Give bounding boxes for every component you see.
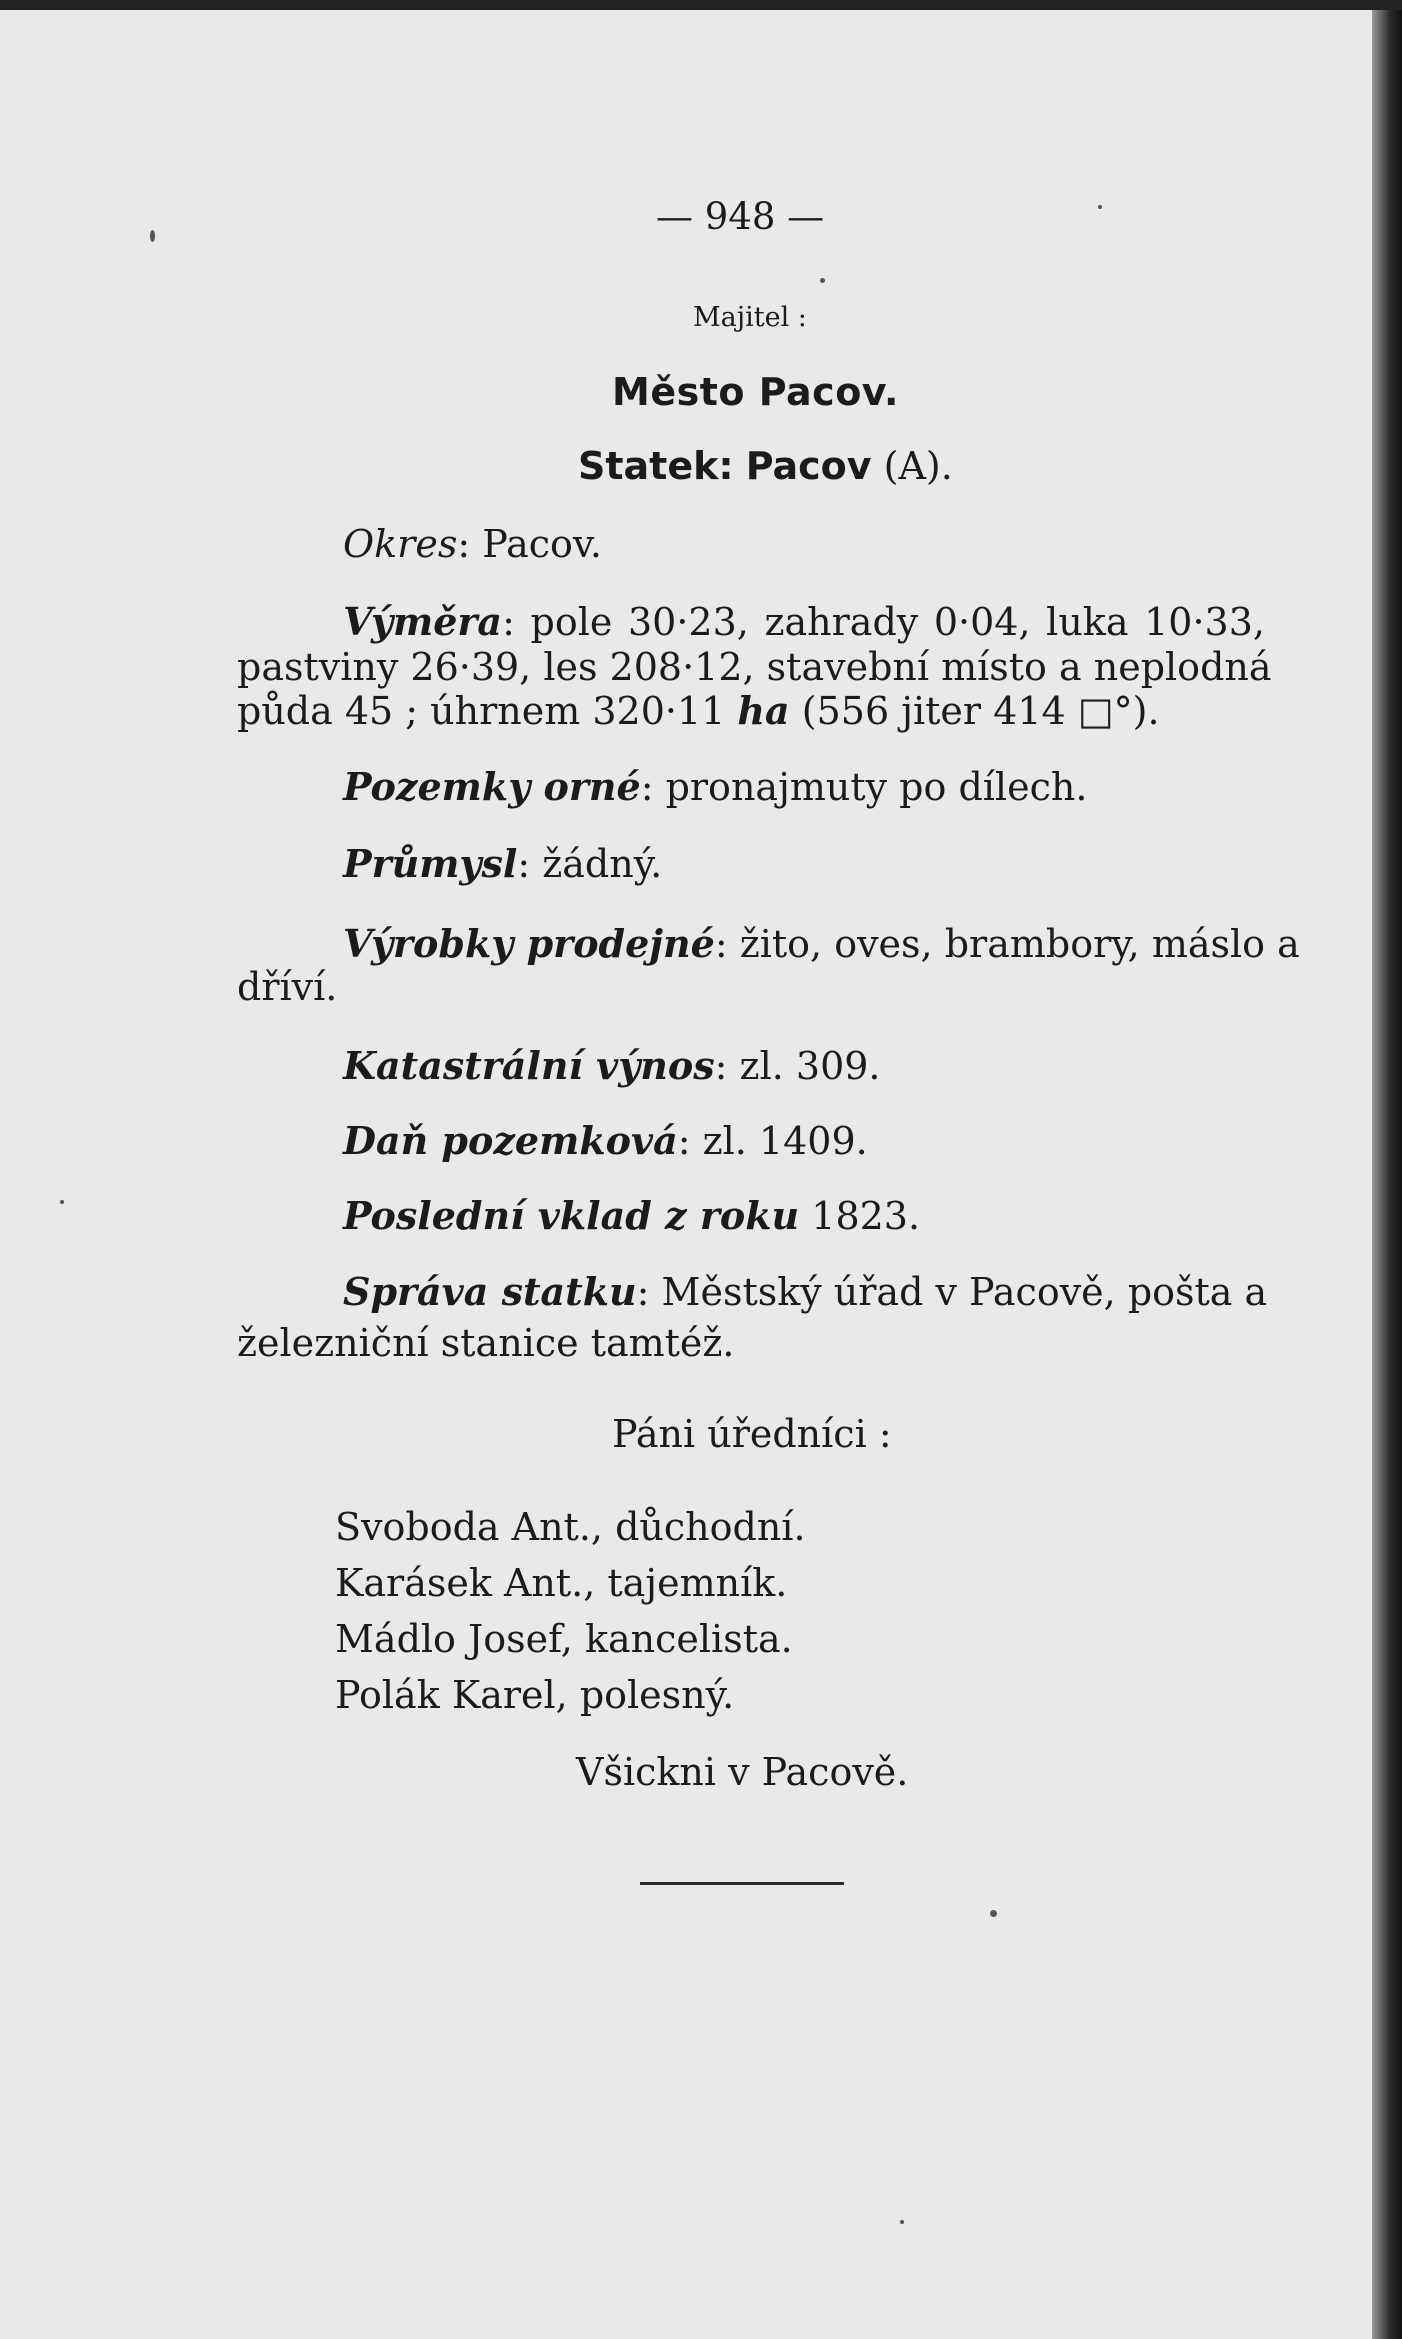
- official-item: Svoboda Ant., důchodní.: [335, 1505, 806, 1549]
- official-item: Mádlo Josef, kancelista.: [335, 1617, 793, 1661]
- vklad-line: [343, 1193, 921, 1238]
- vymera-line-2: pastviny 26·39, les 208·12, stavební místo a neplodná: [237, 645, 1272, 689]
- estate-heading: [578, 444, 953, 488]
- sprava-line-1: [343, 1269, 1268, 1314]
- vymera-text-3b: (556 jiter 414 □°).: [801, 689, 1160, 733]
- speck: [900, 2220, 904, 2224]
- dan-value: : zl. 1409.: [677, 1119, 868, 1163]
- vymera-label: Výměra: [343, 599, 503, 644]
- prumysl-value: : žádný.: [517, 842, 663, 886]
- speck: [990, 1910, 997, 1917]
- estate-suffix: (A).: [883, 444, 953, 488]
- page-edge-top: [0, 0, 1402, 10]
- vymera-text-3a: půda 45 ; úhrnem 320·11: [237, 689, 726, 733]
- speck: [150, 230, 155, 242]
- katastr-line: [343, 1043, 881, 1088]
- speck: [60, 1200, 64, 1204]
- okres-line: [343, 522, 602, 566]
- vyrobky-line-1: [343, 921, 1300, 966]
- sprava-line-2: železniční stanice tamtéž.: [237, 1321, 735, 1365]
- owner-label: Majitel :: [693, 302, 807, 333]
- katastr-label: Katastrální výnos: [343, 1043, 715, 1088]
- dan-label: Daň pozemková: [343, 1118, 678, 1163]
- vyrobky-line-2: dříví.: [237, 965, 338, 1009]
- vymera-line-1: [343, 599, 1265, 644]
- pozemky-line: [343, 764, 1088, 809]
- official-item: Polák Karel, polesný.: [335, 1673, 735, 1717]
- vyrobky-label: Výrobky prodejné: [343, 921, 715, 966]
- prumysl-line: [343, 841, 663, 886]
- speck: [1098, 205, 1102, 209]
- end-rule: [640, 1882, 844, 1885]
- vyrobky-text-1: : žito, oves, brambory, máslo a: [714, 922, 1300, 966]
- officials-heading: Páni úředníci :: [612, 1412, 892, 1456]
- pozemky-value: : pronajmuty po dílech.: [640, 765, 1088, 809]
- vklad-label: Poslední vklad z roku: [343, 1193, 800, 1238]
- page-edge-shadow: [1372, 0, 1402, 2339]
- katastr-value: : zl. 309.: [714, 1044, 881, 1088]
- prumysl-label: Průmysl: [343, 841, 518, 886]
- sprava-label: Správa statku: [343, 1269, 637, 1314]
- estate-name: Pacov: [745, 444, 872, 488]
- okres-label: Okres: [343, 522, 458, 566]
- speck: [820, 278, 825, 283]
- pozemky-label: Pozemky orné: [343, 764, 641, 809]
- vklad-value: 1823.: [811, 1194, 921, 1238]
- okres-value: : Pacov.: [457, 522, 602, 566]
- dan-line: [343, 1118, 868, 1163]
- sprava-text-1: : Městský úřad v Pacově, pošta a: [636, 1270, 1268, 1314]
- estate-label: Statek:: [578, 444, 734, 488]
- vymera-line-3: [237, 688, 1160, 733]
- officials-footer: Všickni v Pacově.: [576, 1750, 909, 1794]
- page-number: — 948 —: [656, 195, 825, 238]
- official-item: Karásek Ant., tajemník.: [335, 1561, 788, 1605]
- vymera-text-1: : pole 30·23, zahrady 0·04, luka 10·33,: [502, 600, 1265, 644]
- vymera-unit: ha: [737, 688, 790, 733]
- owner-name: Město Pacov.: [612, 370, 899, 414]
